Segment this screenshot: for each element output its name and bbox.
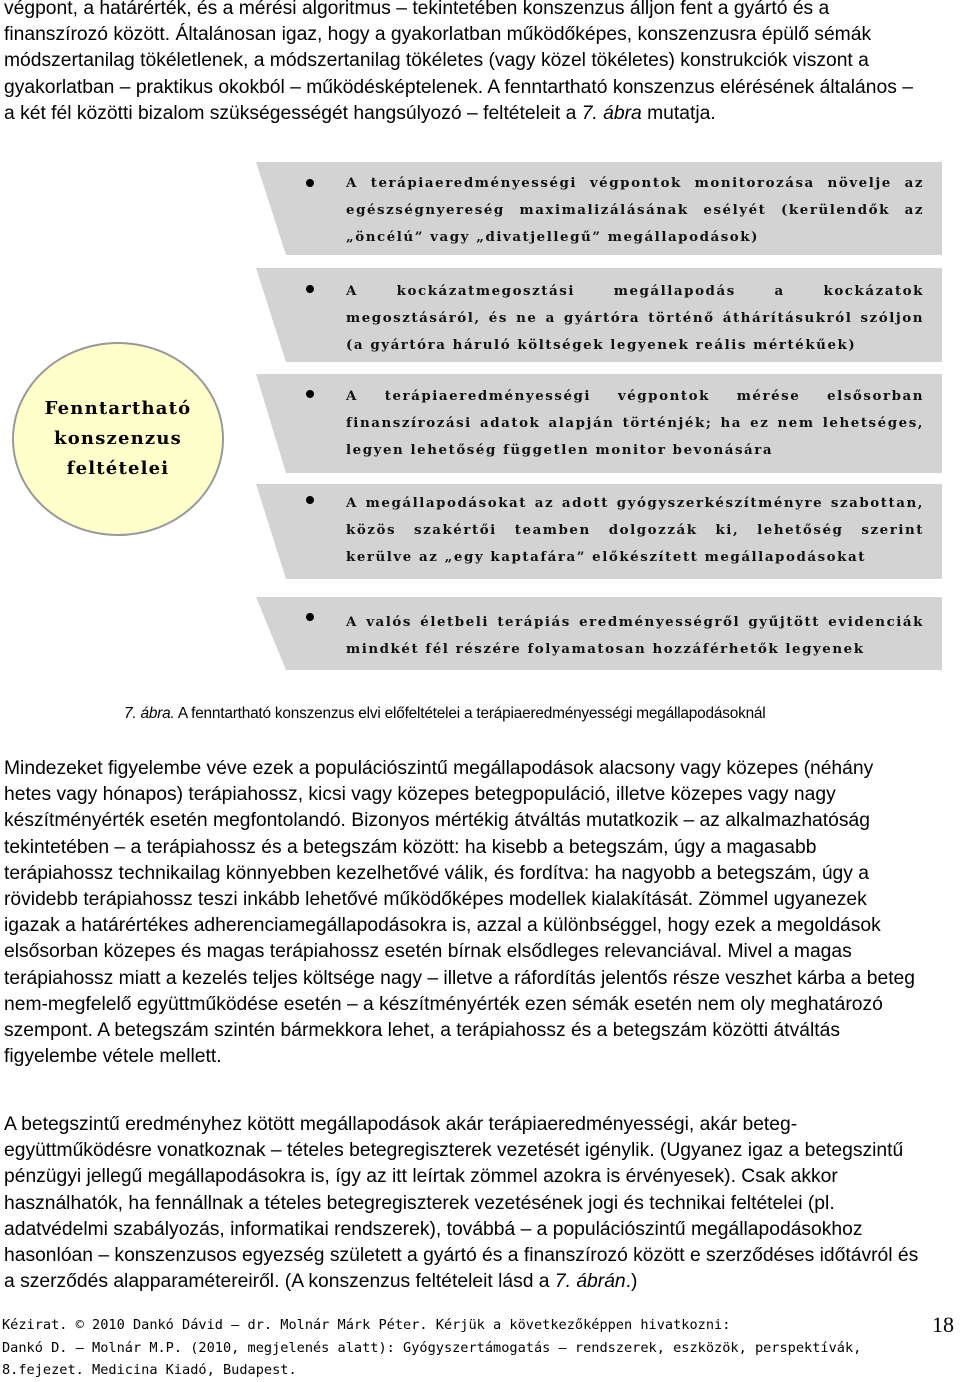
condition-text-3: A terápiaeredményességi végpontok mérése elsősorban finanszírozási adatok alapján történjék; ha ez nem lehetséges, legyen lehetőség független monitor bevonására xyxy=(346,388,924,458)
text-line: készítményérték esetén megfontolandó. Bizonyos mértékig átváltás mutatkozik – az alkalmazhatóság xyxy=(4,810,870,832)
text-line: terápiahossz miatt a kezelés teljes költsége nagy – illetve a ráfordítás jelentős része veszhet kárba a beteg xyxy=(4,967,916,989)
text-line: használhatók, ha fennállnak a tételes betegregiszterek vezetésének jogi és technikai feltételei (pl. xyxy=(4,1192,835,1214)
text-line: hasonlóan – konszenzusos egyezség született a gyártó és a finanszírozó között e szerződéses időtávról és xyxy=(4,1245,919,1267)
center-label-line: konszenzus xyxy=(54,428,182,449)
text-line: elsősorban közepes és magas terápiahossz esetén bírnak elsődleges relevanciával. Mivel a magas xyxy=(4,941,852,963)
text-line: hetes vagy hónapos) terápiahossz, kicsi vagy közepes betegpopuláció, illetve közepes vagy nagy xyxy=(4,784,836,806)
text-run: .) xyxy=(625,1271,638,1293)
condition-text-2: A kockázatmegosztási megállapodás a kockázatok megosztásáról, és ne a gyártóra történő áthárításukról szóljon (a gyártóra háruló költségek legyenek reális mértékűek) xyxy=(346,283,924,353)
center-label-line: Fenntartható xyxy=(44,398,192,419)
bullet-icon xyxy=(306,613,314,621)
bullet-icon xyxy=(306,285,314,293)
text-line: nem-megfelelő együttműködése esetén – a készítményérték ezen sémák esetén nem oly meghatározó xyxy=(4,993,883,1015)
figure-caption xyxy=(124,705,766,723)
condition-text-1: A terápiaeredményességi végpontok monitorozása növelje az egészségnyereség maximalizálásának esélyét (kerülendők az „öncélú” vagy „divatjellegű” megállapodások) xyxy=(346,175,924,245)
condition-text-4: A megállapodásokat az adott gyógyszerkészítményre szabottan, közös szakértői teamben dolgozzák ki, lehetőség szerint kerülve az „egy kaptafára” előkészített megállapodásokat xyxy=(346,495,924,565)
text-line: adatvédelmi szabályozás, informatikai rendszerek), továbbá – a populációszintű megállapodásokhoz xyxy=(4,1218,863,1240)
text-line xyxy=(4,1269,955,1295)
text-line: tekintetében – a terápiahossz és a betegszám között: ha kisebb a betegszám, úgy a magasabb xyxy=(4,836,817,858)
bullet-icon xyxy=(306,179,314,187)
text-line: módszertanilag tökéletlenek, a módszertanilag tökéletes (vagy közel tökéletes) konstrukciók viszont a xyxy=(4,50,869,72)
text-line: együttműködésre vonatkoznak – tételes betegregiszterek vezetését igénylik. (Ugyanez igaz a betegszintű xyxy=(4,1140,904,1162)
condition-text-5: A valós életbeli terápiás eredményességről gyűjtött evidenciák mindkét fél részére folyamatosan hozzáférhetők legyenek xyxy=(346,614,924,657)
bullet-icon xyxy=(306,390,314,398)
figure-reference: 7. ábrán xyxy=(554,1271,626,1293)
text-line: végpont, a határérték, és a mérési algoritmus – tekintetében konszenzus álljon fent a gyártó és a xyxy=(4,0,830,19)
text-line: finanszírozó között. Általánosan igaz, hogy a gyakorlatban működőképes, konszenzusra épülő sémák xyxy=(4,24,872,46)
text-line: terápiahossz technikailag könnyebben kezelhetővé válik, és fordítva: ha nagyobb a betegszám, úgy a xyxy=(4,862,869,884)
caption-text: A fenntartható konszenzus elvi előfeltételei a terápiaeredményességi megállapodásoknál xyxy=(174,705,766,722)
center-label-line: feltételei xyxy=(66,458,170,479)
text-line: figyelembe vétele mellett. xyxy=(4,1046,222,1068)
page-number: 18 xyxy=(932,1312,954,1337)
body-paragraph-3 xyxy=(4,1112,955,1295)
text-line xyxy=(4,101,955,127)
text-line: rövidebb terápiahossz teszi inkább lehetővé működőképes modellek kialakítását. Zömmel ugyanezek xyxy=(4,889,867,911)
text-line: Mindezeket figyelembe véve ezek a populációszintű megállapodások alacsony vagy közepes (néhány xyxy=(4,758,874,779)
figure-reference: 7. ábra xyxy=(581,102,642,124)
text-run: mutatja. xyxy=(641,102,716,124)
text-line: szempont. A betegszám szintén bármekkora lehet, a terápiahossz és a betegszám közötti átváltás xyxy=(4,1020,840,1042)
text-line: A betegszintű eredményhez kötött megállapodások akár terápiaeredményességi, akár beteg- xyxy=(4,1114,798,1135)
intro-paragraph xyxy=(4,0,955,127)
text-run: a két fél közötti bizalom szükségességét hangsúlyozó – feltételeit a xyxy=(4,102,582,124)
text-line: igazak a határértékes adherenciamegállapodásokra is, azzal a különbséggel, hogy ezek a megoldások xyxy=(4,915,881,937)
bullet-icon xyxy=(306,496,314,504)
footer-line-1: Kézirat. © 2010 Dankó Dávid – dr. Molnár Márk Péter. Kérjük a következőképpen hivatkozni: xyxy=(2,1317,731,1333)
figure-number: 7. ábra. xyxy=(124,705,175,722)
text-run: a szerződés alapparamétereiről. (A konszenzus feltételeit lásd a xyxy=(4,1271,555,1293)
footer-line-3: 8.fejezet. Medicina Kiadó, Budapest. xyxy=(2,1362,297,1378)
footer-line-2: Dankó D. – Molnár M.P. (2010, megjelenés alatt): Gyógyszertámogatás – rendszerek, eszközök, perspektívák, xyxy=(2,1340,862,1356)
text-line: pénzügyi jellegű megállapodásokra is, így az itt leírtak zömmel azokra is érvényesek). Csak akkor xyxy=(4,1166,838,1188)
text-line: gyakorlatban – praktikus okokból – működésképtelenek. A fenntartható konszenzus elérésének általános – xyxy=(4,76,913,98)
center-circle xyxy=(12,342,224,536)
body-paragraph-2 xyxy=(4,756,955,1070)
